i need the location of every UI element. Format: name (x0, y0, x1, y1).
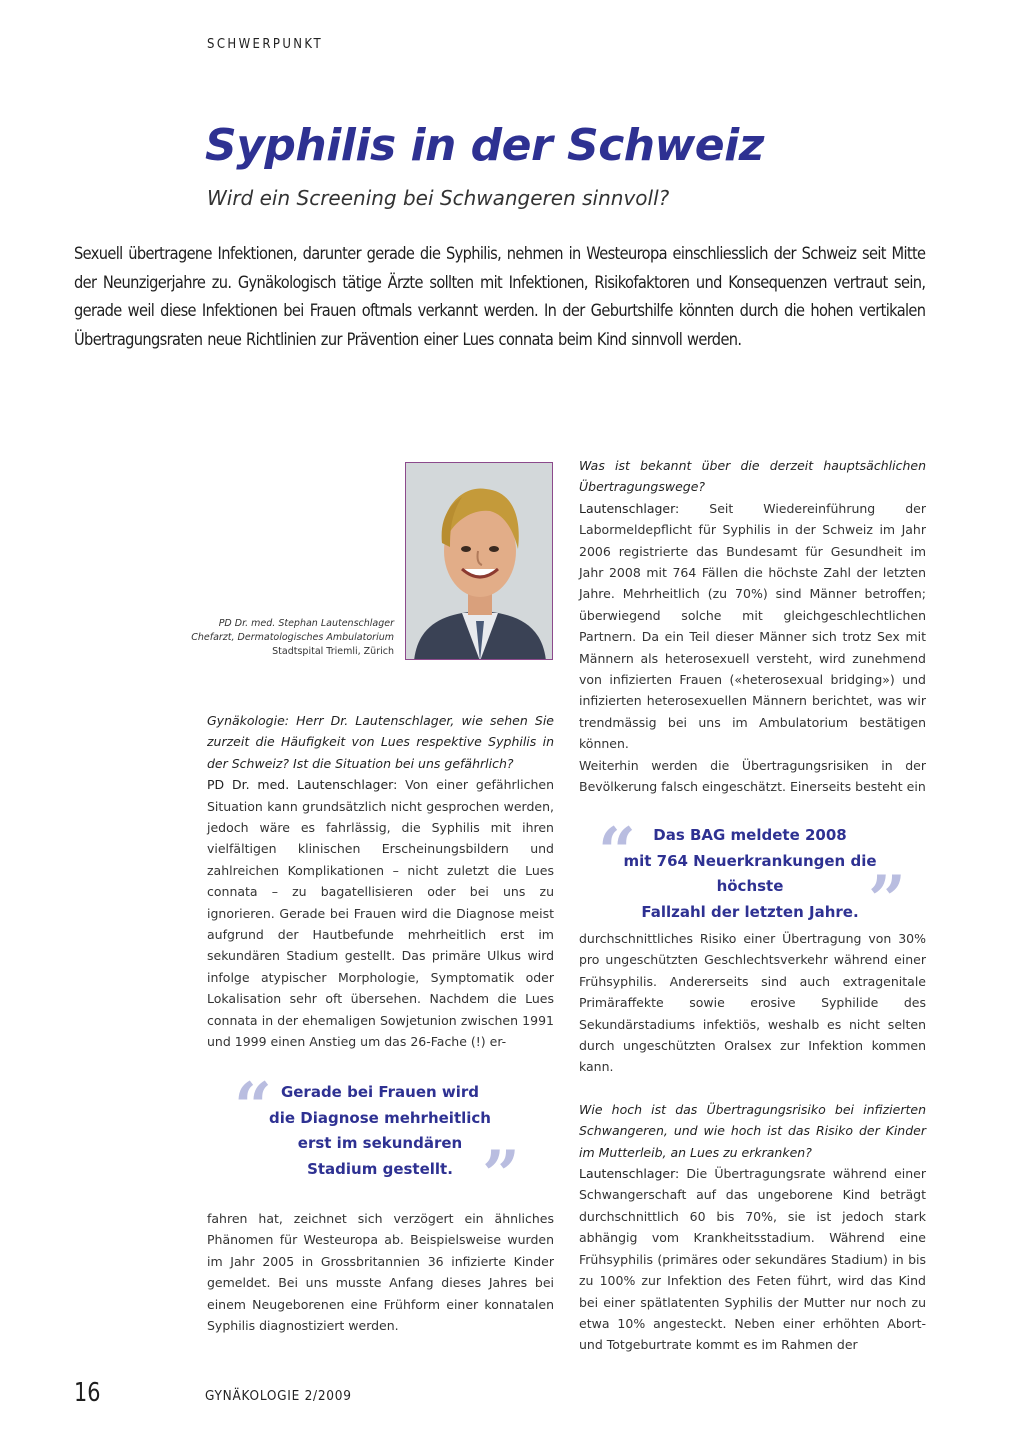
answer-text: Weiterhin werden die Übertragungsrisiken in der Bevölkerung falsch eingeschätzt. Einerseits besteht ein (579, 757, 926, 795)
caption-location: Stadtspital Triemli, Zürich (272, 646, 394, 657)
pull-quote-line: die Diagnose mehrheitlich (269, 1108, 491, 1127)
question-text: Was ist bekannt über die derzeit hauptsächlichen Übertragungswege? (579, 458, 926, 495)
column-1-bottom (207, 1208, 554, 1336)
question-text: Gynäkologie: Herr Dr. Lautenschlager, wie sehen Sie zurzeit die Häufigkeit von Lues respektive Syphilis in der Schweiz? Ist die Situation bei uns gefährlich? (207, 713, 554, 771)
interview-question (579, 455, 926, 798)
portrait-caption (150, 617, 394, 659)
column-2-bottom (579, 928, 926, 1356)
interview-question (579, 1099, 926, 1356)
open-quote-icon: “ (234, 1068, 272, 1146)
caption-name: PD Dr. med. Stephan Lautenschlager (218, 618, 394, 629)
article-subtitle: Wird ein Screening bei Schwangeren sinnvoll? (207, 186, 670, 210)
pull-quote-1 (234, 1068, 520, 1214)
author-portrait (405, 462, 553, 660)
column-2-top (579, 455, 926, 798)
interview-question (207, 710, 554, 1053)
open-quote-icon: “ (598, 813, 636, 891)
speaker-label: PD Dr. med. Lautenschlager: (207, 777, 398, 793)
answer-text: Die Übertragungsrate während einer Schwangerschaft auf das ungeborene Kind beträgt durchschnittlich 60 bis 70%, sie ist jedoch stark abhängig vom Krankheitsstadium. Während eine Frühsyphilis (primäres oder sekundäres Stadium) in bis zu 100% zur Infektion des Feten führt, wird das Kind bei einer spätlatenten Syphilis der Mutter nur noch zu etwa 10% angesteckt. Neben einer erhöhten Abort- und Totgeburtrate kommt es im Rahmen der (579, 1166, 926, 1353)
close-quote-icon: ” (482, 1136, 520, 1214)
answer-continuation: fahren hat, zeichnet sich verzögert ein ähnliches Phänomen für Westeuropa ab. Beispielsweise wurden im Jahr 2005 in Grossbritannien 36 infizierte Kinder gemeldet. Bei uns musste Anfang dieses Jahres bei einem Neugeborenen eine Frühform einer konnatalen Syphilis diagnostiziert werden. (207, 1211, 554, 1334)
speaker-label: Lautenschlager: (579, 1166, 680, 1182)
pull-quote-line: mit 764 Neuerkrankungen die höchste (623, 851, 877, 895)
pull-quote-line: Das BAG meldete 2008 (653, 826, 847, 844)
section-rubric: SCHWERPUNKT (207, 37, 324, 52)
close-quote-icon: ” (868, 861, 906, 939)
pull-quote-line: Fallzahl der letzten Jahre. (641, 902, 859, 921)
question-text: Wie hoch ist das Übertragungsrisiko bei infizierten Schwangeren, und wie hoch ist das Risiko der Kinder im Mutterleib, an Lues zu erkranken? (579, 1101, 926, 1160)
article-lead: Sexuell übertragene Infektionen, darunter gerade die Syphilis, nehmen in Westeuropa einschliesslich der Schweiz seit Mitte der Neunzigerjahre zu. Gynäkologisch tätige Ärzte sollten mit Infektionen, Risikofaktoren und Konsequenzen vertraut sein, gerade weil diese Infektionen bei Frauen oftmals verkannt werden. In der Geburtshilfe könnten durch die hohen vertikalen Übertragungsraten neue Richtlinien zur Prävention einer Lues connata beim Kind sinnvoll werden. (74, 244, 926, 350)
answer-continuation: durchschnittliches Risiko einer Übertragung von 30% pro ungeschützten Geschlechtsverkehr während einer Frühsyphilis. Andererseits sind auch extragenitale Primäraffekte sowie erosive Syphilide des Sekundärstadiums infektiös, weshalb es nicht selten durch ungeschützten Oralsex zur Infektion kommen kann. (579, 931, 926, 1075)
caption-role: Chefarzt, Dermatologisches Ambulatorium (191, 632, 394, 643)
column-1-top (207, 710, 554, 1053)
speaker-label: Lautenschlager: (579, 500, 680, 516)
page-number: 16 (74, 1378, 101, 1408)
pull-quote-line: Gerade bei Frauen wird (280, 1083, 480, 1101)
pull-quote-2 (590, 813, 910, 939)
pull-quote-line: erst im sekundären (297, 1134, 463, 1152)
pull-quote-line: Stadium gestellt. (307, 1159, 453, 1178)
article-title: Syphilis in der Schweiz (205, 120, 764, 171)
answer-text: Seit Wiedereinführung der Labormeldepflicht für Syphilis in der Schweiz im Jahr 2006 registrierte das Bundesamt für Gesundheit im Jahr 2008 mit 764 Fällen die höchste Zahl der letzten Jahre. Mehrheitlich (zu 70%) sind Männer betroffen; überwiegend solche mit gleichgeschlechtlichen Partnern. Da ein Teil dieser Männer sich trotz Sex mit Männern als heterosexuell versteht, wird zunehmend von infizierten Frauen («heterosexual bridging») und infizierten heterosexuellen Männern berichtet, was wir trendmässig bei uns im Ambulatorium bestätigen können. (579, 500, 926, 752)
answer-text: Von einer gefährlichen Situation kann grundsätzlich nicht gesprochen werden, jedoch wäre es fahrlässig, die Syphilis mit ihren vielfältigen klinischen Erscheinungsbildern und zahlreichen Komplikationen – nicht zuletzt die Lues connata – zu bagatellisieren oder bei uns zu ignorieren. Gerade bei Frauen wird die Diagnose meist aufgrund der Hautbefunde mehrheitlich erst im sekundären Stadium gestellt. Das primäre Ulkus wird infolge atypischer Morphologie, Symptomatik oder Lokalisation sehr oft übersehen. Nachdem die Lues connata in der ehemaligen Sowjetunion zwischen 1991 und 1999 einen Anstieg um das 26-Fache (!) er- (207, 777, 554, 1050)
portrait-illustration (406, 463, 553, 660)
journal-name: GYNÄKOLOGIE 2/2009 (205, 1388, 352, 1404)
